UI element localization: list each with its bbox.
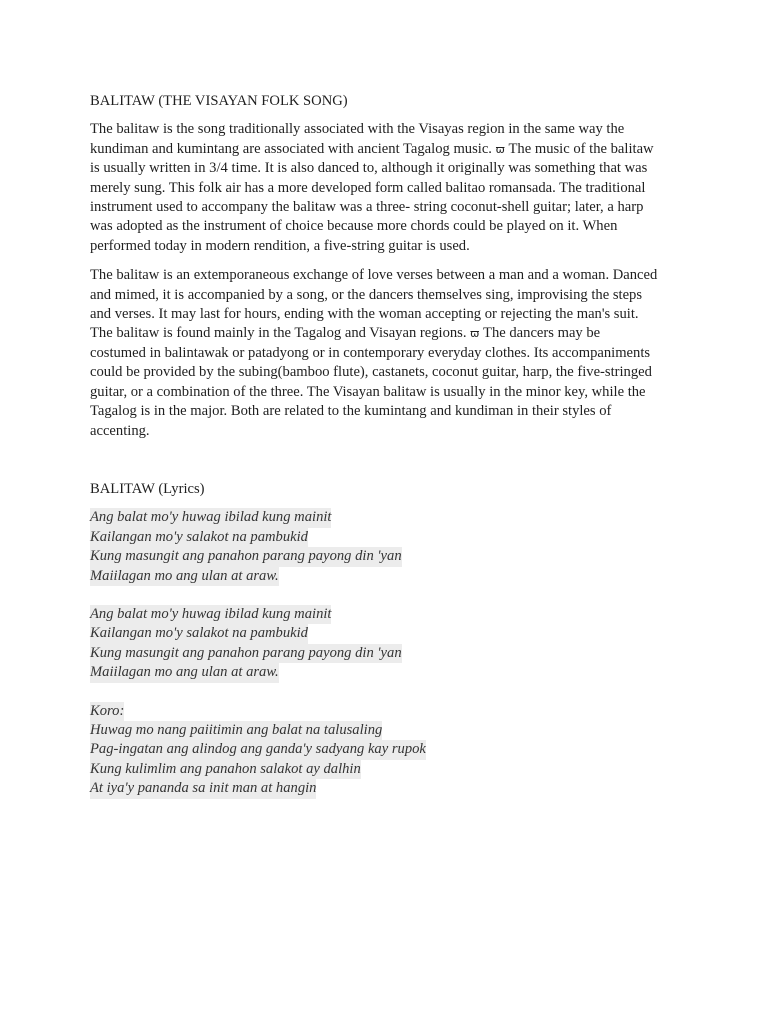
text-line: is usually written in 3/4 time. It is also danced to, although it originally was something that was	[90, 160, 648, 177]
lyric-line: Maiilagan mo ang ulan at araw.	[90, 663, 279, 682]
text-segment: The music of the balitaw	[508, 140, 654, 157]
lyric-line: Ang balat mo'y huwag ibilad kung mainit	[90, 508, 331, 527]
text-line: and mimed, it is accompanied by a song, or the dancers themselves sing, improvising the steps	[90, 286, 643, 303]
text-line	[90, 140, 690, 159]
lyric-line: Kung masungit ang panahon parang payong din 'yan	[90, 644, 402, 663]
text-segment: The dancers may be	[483, 325, 601, 342]
bullet-glyph-icon: ϖ	[470, 327, 480, 341]
text-line: accenting.	[90, 422, 150, 439]
text-line: The balitaw is an extemporaneous exchange of love verses between a man and a woman. Danced	[90, 267, 658, 284]
document-title: BALITAW (THE VISAYAN FOLK SONG)	[90, 93, 348, 109]
text-line: Tagalog is in the major. Both are related to the kumintang and kundiman in their styles of	[90, 403, 612, 420]
text-line: could be provided by the subing(bamboo flute), castanets, coconut guitar, harp, the five-stringed	[90, 364, 652, 381]
text-line: The balitaw is the song traditionally associated with the Visayas region in the same way the	[90, 121, 625, 138]
chorus-label: Koro:	[90, 702, 124, 721]
lyric-line: Maiilagan mo ang ulan at araw.	[90, 567, 279, 586]
lyric-line: Pag-ingatan ang alindog ang ganda'y sadyang kay rupok	[90, 740, 426, 759]
text-line: merely sung. This folk air has a more developed form called balitao romansada. The traditional	[90, 179, 646, 196]
lyric-line: At iya'y pananda sa init man at hangin	[90, 779, 316, 798]
bullet-glyph-icon: ϖ	[495, 142, 505, 156]
lyric-line: Kung masungit ang panahon parang payong din 'yan	[90, 547, 402, 566]
text-line: guitar, or a combination of the three. The Visayan balitaw is usually in the minor key, while the	[90, 383, 646, 400]
lyrics-heading: BALITAW (Lyrics)	[90, 480, 205, 497]
text-line	[90, 324, 690, 343]
lyric-line: Ang balat mo'y huwag ibilad kung mainit	[90, 605, 331, 624]
text-line: instrument used to accompany the balitaw was a three- string coconut-shell guitar; later, a harp	[90, 199, 644, 216]
text-line: and verses. It may last for hours, ending with the woman accepting or rejecting the man's suit.	[90, 306, 639, 323]
lyric-line: Kailangan mo'y salakot na pambukid	[90, 528, 308, 547]
text-segment: The balitaw is found mainly in the Tagalog and Visayan regions.	[90, 325, 467, 342]
lyric-line: Kailangan mo'y salakot na pambukid	[90, 624, 308, 643]
lyrics-stanza-2	[90, 605, 690, 683]
lyrics-stanza-1	[90, 508, 690, 586]
lyric-line: Kung kulimlim ang panahon salakot ay dalhin	[90, 760, 361, 779]
lyrics-chorus	[90, 702, 690, 799]
paragraph-intro	[90, 120, 690, 256]
paragraph-description	[90, 266, 690, 441]
text-line: performed today in modern rendition, a five-string guitar is used.	[90, 237, 470, 254]
text-line: was adopted as the instrument of choice because more chords could be played on it. When	[90, 218, 618, 235]
text-line: costumed in balintawak or patadyong or in contemporary everyday clothes. Its accompaniments	[90, 344, 651, 361]
lyric-line: Huwag mo nang paiitimin ang balat na talusaling	[90, 721, 382, 740]
document-page	[90, 92, 690, 799]
text-segment: kundiman and kumintang are associated with ancient Tagalog music.	[90, 140, 492, 157]
